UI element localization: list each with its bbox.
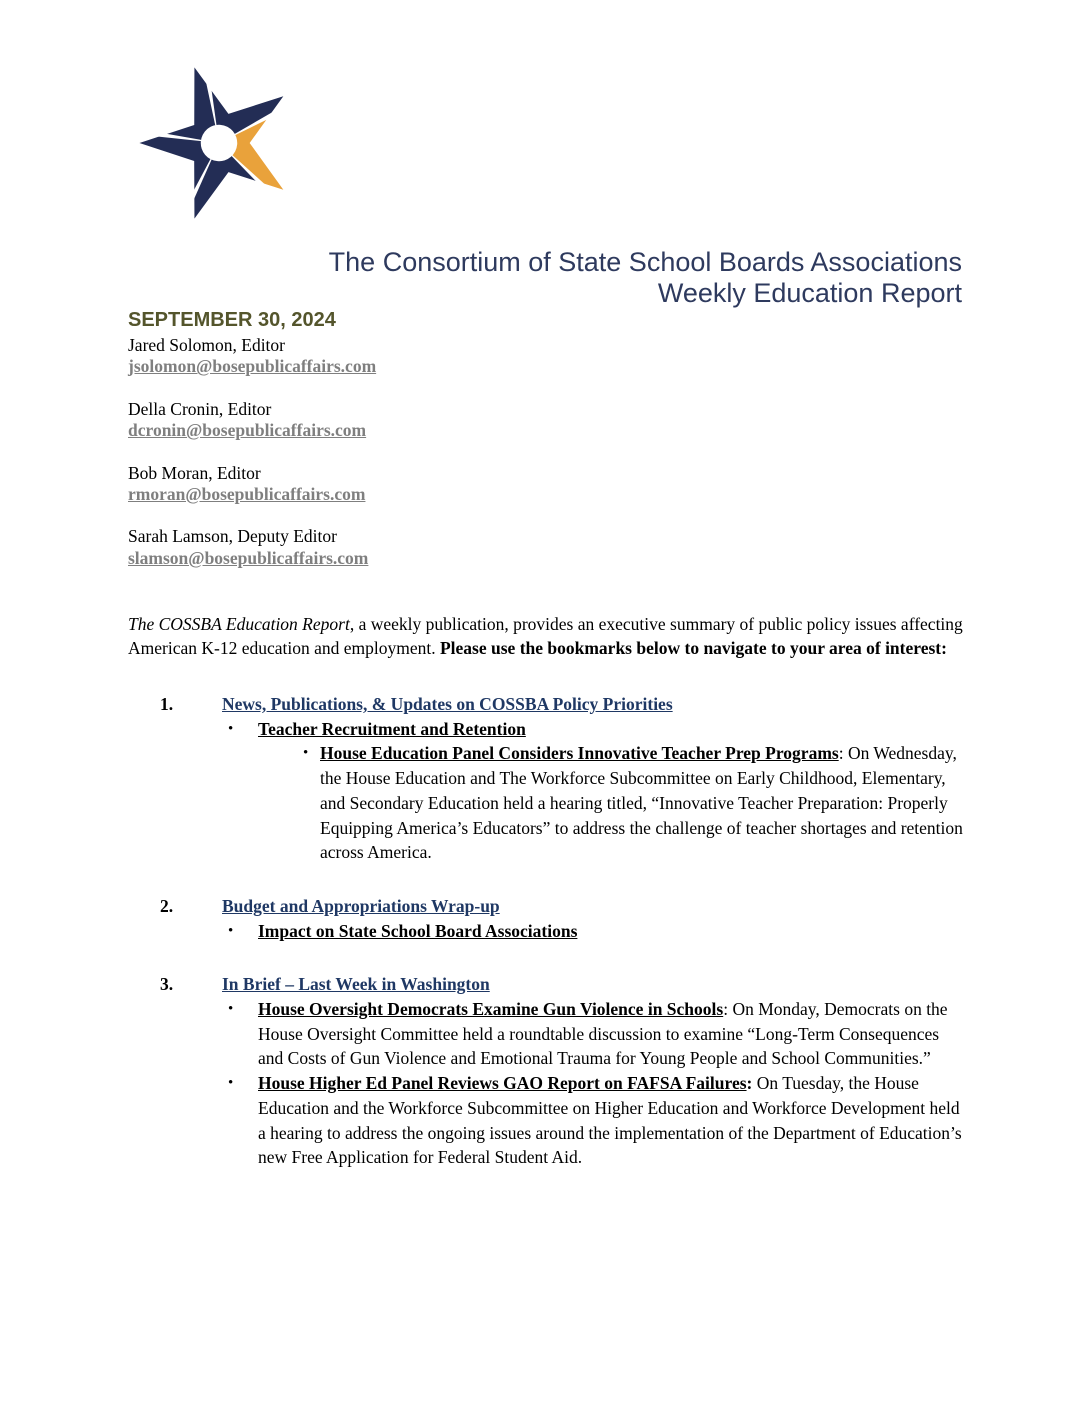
issue-date: SEPTEMBER 30, 2024	[128, 309, 336, 331]
editor-name: Della Cronin, Editor	[128, 398, 272, 419]
intro-body: , a weekly publication, provides an executive summary of public policy issues affecting American K-12 education and employment.	[128, 614, 963, 658]
item-title-link[interactable]: House Oversight Democrats Examine Gun Violence in Schools	[258, 999, 724, 1020]
editor-entry	[128, 526, 376, 569]
section-1-subitem-1	[128, 741, 966, 865]
section-1	[128, 692, 966, 865]
section-2-header	[128, 894, 966, 919]
item-paragraph	[258, 997, 966, 1071]
subitem-title-link[interactable]: House Education Panel Considers Innovative Teacher Prep Programs	[320, 743, 839, 764]
section-number: 2.	[160, 895, 174, 916]
bullet-icon: •	[228, 720, 234, 737]
section-number: 1.	[160, 694, 174, 714]
section-1-title-link[interactable]: News, Publications, & Updates on COSSBA Policy Priorities	[222, 694, 673, 714]
report-title	[126, 247, 962, 309]
editor-email-link[interactable]: slamson@bosepublicaffairs.com	[128, 547, 369, 568]
editors-block	[128, 335, 376, 590]
section-2-item-1	[128, 919, 966, 944]
section-1-item-1	[128, 717, 966, 742]
item-title-link[interactable]: House Higher Ed Panel Reviews GAO Report on FAFSA Failures	[258, 1073, 747, 1094]
bullet-icon: •	[303, 745, 309, 762]
section-3-item-1	[128, 997, 966, 1071]
section-2	[128, 894, 966, 943]
bookmark-list	[128, 692, 966, 1199]
editor-entry	[128, 335, 376, 378]
intro-publication-name: The COSSBA Education Report	[128, 614, 350, 634]
item-title-colon: :	[746, 1073, 753, 1094]
item-summary: : On Monday, Democrats on the House Oversight Committee held a roundtable discussion to examine “Long-Term Consequences and Costs of Gun Violence and Emotional Trauma for Young People and School Communities.”	[258, 999, 948, 1069]
section-3-title-link[interactable]: In Brief – Last Week in Washington	[222, 974, 490, 995]
editor-name: Bob Moran, Editor	[128, 462, 261, 483]
editor-entry	[128, 399, 376, 442]
item-summary: On Tuesday, the House Education and the Workforce Subcommittee on Higher Education and Workforce Development held a hearing to address the ongoing issues around the implementation of the Department of Education’s new Free Application for Federal Student Aid.	[258, 1073, 962, 1168]
bullet-icon: •	[228, 922, 234, 939]
section-number: 3.	[160, 974, 174, 995]
report-title-line1: The Consortium of State School Boards Associations	[328, 247, 962, 277]
section-3	[128, 972, 966, 1170]
editor-email-link[interactable]: dcronin@bosepublicaffairs.com	[128, 420, 367, 441]
item-paragraph	[258, 1071, 966, 1170]
subitem-summary: : On Wednesday, the House Education and The Workforce Subcommittee on Early Childhood, Elementary, and Secondary Education held a hearing titled, “Innovative Teacher Preparation: Properly Equipping America’s Educators” to address the challenge of teacher shortages and retention across America.	[320, 743, 963, 863]
section-3-header	[128, 972, 966, 997]
star-pinwheel	[130, 56, 308, 228]
editor-name: Jared Solomon, Editor	[128, 335, 285, 355]
editor-entry	[128, 463, 376, 506]
section-2-title-link[interactable]: Budget and Appropriations Wrap-up	[222, 895, 500, 916]
section-1-header	[128, 692, 966, 717]
bullet-icon: •	[228, 1001, 234, 1018]
editor-email-link[interactable]: rmoran@bosepublicaffairs.com	[128, 484, 366, 505]
editor-name: Sarah Lamson, Deputy Editor	[128, 526, 337, 547]
section-3-item-2	[128, 1071, 966, 1170]
subitem-paragraph	[320, 741, 966, 865]
bullet-icon: •	[228, 1075, 234, 1092]
item-title-link[interactable]: Teacher Recruitment and Retention	[258, 718, 526, 739]
intro-bookmarks-note: Please use the bookmarks below to navigate to your area of interest:	[439, 638, 947, 658]
intro-paragraph	[128, 612, 966, 660]
report-title-line2: Weekly Education Report	[657, 278, 962, 308]
cossba-star-logo	[130, 56, 308, 230]
editor-email-link[interactable]: jsolomon@bosepublicaffairs.com	[128, 356, 377, 377]
item-title-link[interactable]: Impact on State School Board Associations	[258, 920, 578, 941]
